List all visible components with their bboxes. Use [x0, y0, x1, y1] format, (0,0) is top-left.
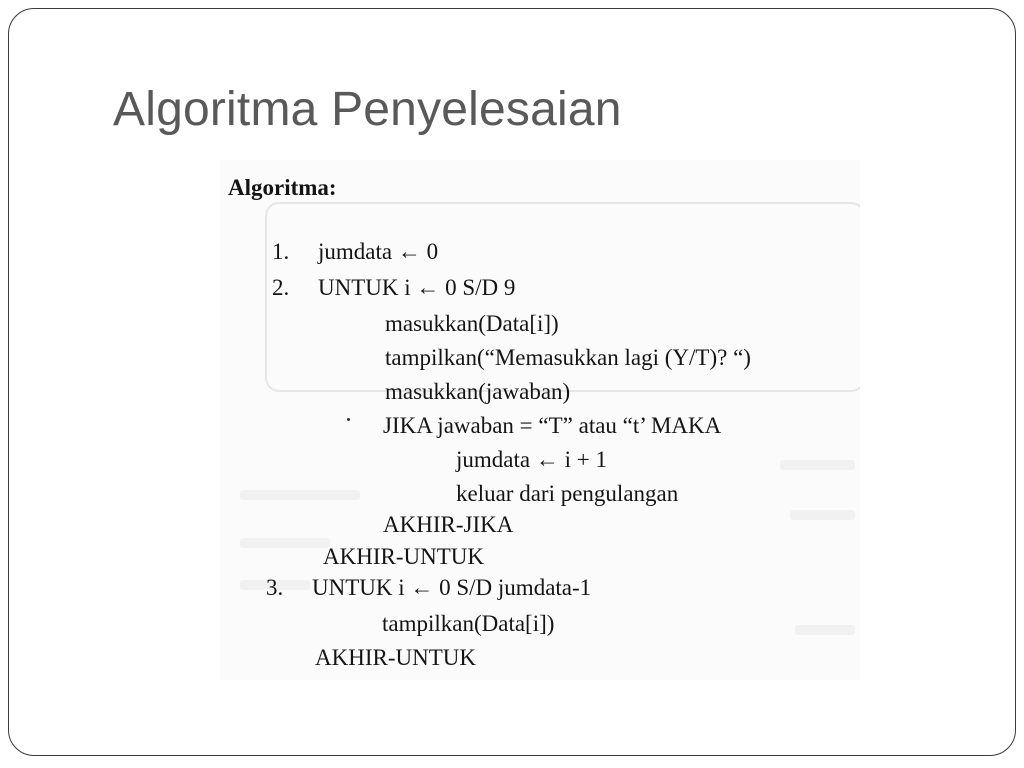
algorithm-line: keluar dari pengulangan	[456, 481, 679, 506]
scan-ghost-line	[780, 460, 855, 470]
scan-ghost-line	[795, 625, 855, 635]
scan-ghost-line	[240, 538, 330, 548]
algorithm-line: tampilkan(Data[i])	[382, 611, 555, 636]
algorithm-line: masukkan(jawaban)	[385, 379, 571, 404]
scanned-algorithm-image	[220, 160, 860, 680]
algorithm-line: AKHIR-UNTUK	[323, 544, 484, 569]
algorithm-line: jumdata ← i + 1	[456, 447, 607, 472]
algorithm-line: tampilkan(“Memasukkan lagi (Y/T)? “)	[385, 345, 751, 370]
algorithm-line: 3. UNTUK i ← 0 S/D jumdata-1	[266, 575, 592, 600]
algorithm-line: AKHIR-JIKA	[383, 512, 514, 537]
algorithm-line: JIKA jawaban = “T” atau “t’ MAKA	[383, 413, 722, 438]
scan-ghost-line	[240, 490, 360, 500]
slide-title: Algoritma Penyelesaian	[113, 83, 622, 136]
algorithm-line: AKHIR-UNTUK	[315, 645, 476, 670]
algorithm-heading: Algoritma:	[228, 175, 337, 200]
algorithm-line: masukkan(Data[i])	[385, 311, 559, 336]
algorithm-line: 1. jumdata ← 0	[272, 239, 439, 264]
algorithm-line: 2. UNTUK i ← 0 S/D 9	[272, 275, 516, 300]
scan-ghost-line	[790, 510, 855, 520]
scan-speck	[347, 418, 350, 421]
